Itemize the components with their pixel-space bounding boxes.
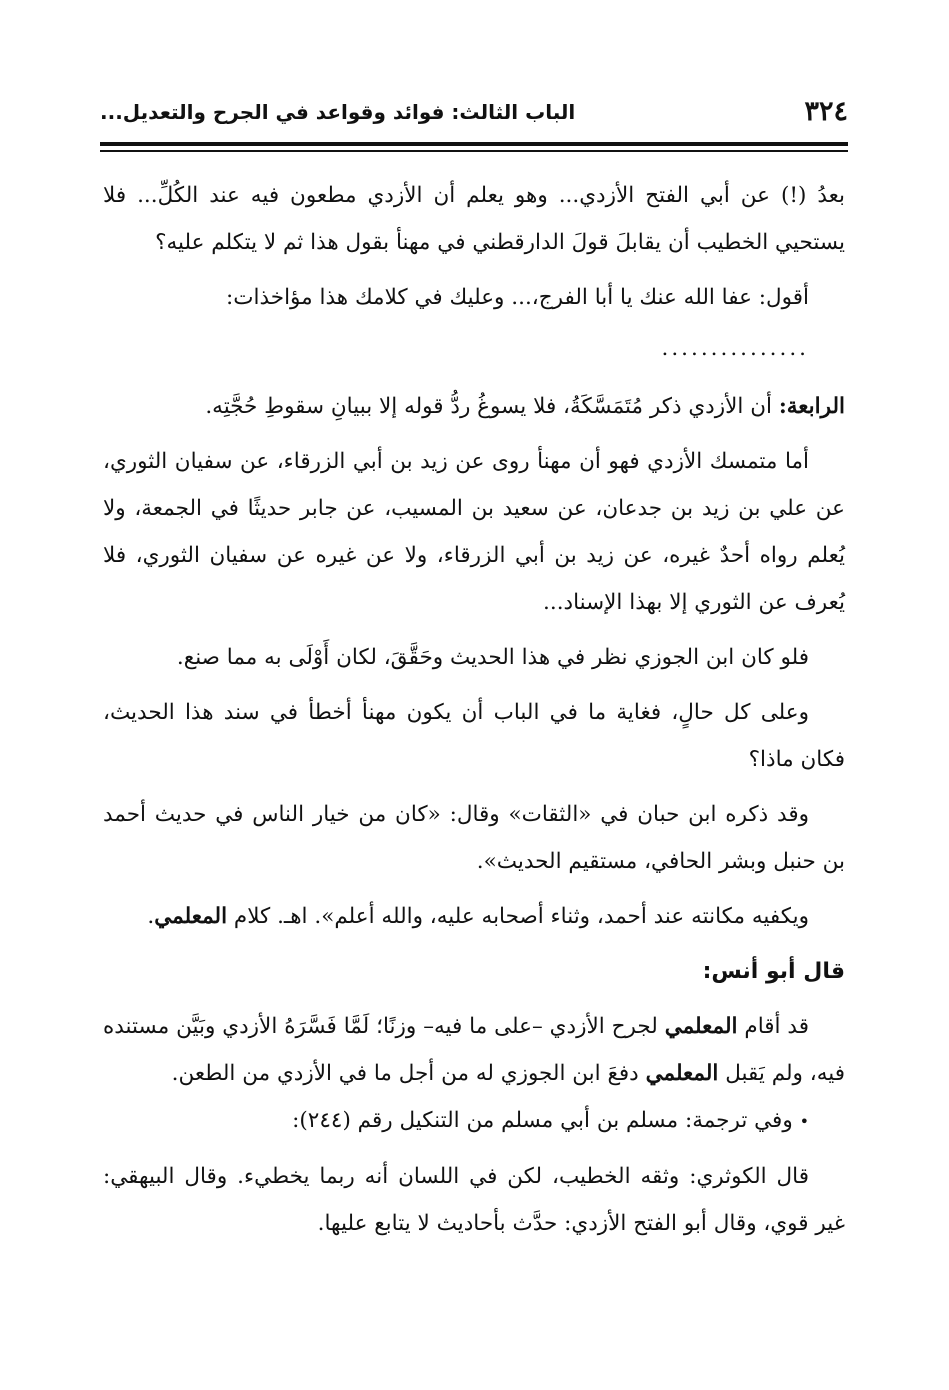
header-rule-thick: [100, 142, 848, 146]
page-number: ٣٢٤: [804, 96, 848, 127]
header-rule-thin: [100, 150, 848, 152]
paragraph-3: [103, 383, 845, 430]
bullet-icon: •: [799, 1112, 809, 1131]
page-header: [100, 92, 848, 132]
paragraph-1: بعدُ (!) عن أبي الفتح الأزدي... وهو يعلم أن الأزدي مطعون فيه عند الكُلِّ... فلا يستحيي الخطيب أن يقابلَ قولَ الدارقطني في مهنأ بقول هذا ثم لا يتكلم عليه؟: [103, 183, 845, 255]
paragraph-9-part-b: لجرح الأزدي –على ما فيه– وزنًا؛ لَمَّا فَسَّرَهُ الأزدي وبَيَّن مستنده فيه، ولم يَقبل: [103, 1014, 845, 1086]
paragraph-9: [103, 1003, 845, 1097]
running-title: الباب الثالث: فوائد وقواعد في الجرح والتعديل...: [100, 100, 576, 124]
paragraph-3-label: الرابعة:: [778, 394, 845, 419]
author-name: المعلمي: [664, 1014, 738, 1039]
paragraph-9-part-c: دفعَ ابن الجوزي له من أجل ما في الأزدي من الطعن.: [171, 1061, 646, 1086]
paragraph-3-text: أن الأزدي ذكر مُتَمَسَّكَةُ، فلا يسوغُ ردُّ قوله إلا ببيانِ سقوطِ حُجَّتِه.: [205, 394, 779, 419]
author-name: المعلمي: [645, 1061, 719, 1086]
paragraph-8-end: .: [147, 904, 155, 929]
paragraph-8-text: ويكفيه مكانته عند أحمد، وثناء أصحابه عليه، والله أعلم». اهـ. كلام: [227, 904, 809, 929]
paragraph-2: أقول: عفا الله عنك يا أبا الفرج،... وعليك في كلامك هذا مؤاخذات:: [226, 285, 809, 310]
page-body: [103, 172, 845, 1247]
paragraph-10-text: وفي ترجمة: مسلم بن أبي مسلم من التنكيل رقم (٢٤٤):: [292, 1108, 800, 1133]
paragraph-8: [103, 893, 845, 940]
paragraph-6: وعلى كل حالٍ، فغاية ما في الباب أن يكون مهنأ أخطأ في سند هذا الحديث، فكان ماذا؟: [103, 700, 845, 772]
paragraph-7: وقد ذكره ابن حبان في «الثقات» وقال: «كان من خيار الناس في حديث أحمد بن حنبل وبشر الحافي، مستقيم الحديث».: [103, 802, 845, 874]
section-heading: قال أبو أنس:: [702, 959, 845, 984]
ellipsis-dots: ...............: [661, 336, 809, 361]
paragraph-5: فلو كان ابن الجوزي نظر في هذا الحديث وحَقَّقَ، لكان أَوْلَى به مما صنع.: [176, 645, 809, 670]
paragraph-9-part-a: قد أقام: [737, 1014, 809, 1039]
paragraph-10: [103, 1097, 845, 1145]
paragraph-4: أما متمسك الأزدي فهو أن مهنأ روى عن زيد بن أبي الزرقاء، عن سفيان الثوري، عن علي بن زيد بن جدعان، عن سعيد بن المسيب، عن جابر حديثًا في الجمعة، ولا يُعلم رواه أحدٌ غيره، عن زيد بن أبي الزرقاء، ولا عن غيره عن سفيان الثوري، فلا يُعرف عن الثوري إلا بهذا الإسناد...: [103, 449, 845, 615]
author-name: المعلمي: [154, 904, 228, 929]
paragraph-11: قال الكوثري: وثقه الخطيب، لكن في اللسان أنه ربما يخطيء. وقال البيهقي: غير قوي، وقال أبو الفتح الأزدي: حدَّث بأحاديث لا يتابع عليها.: [103, 1164, 845, 1236]
